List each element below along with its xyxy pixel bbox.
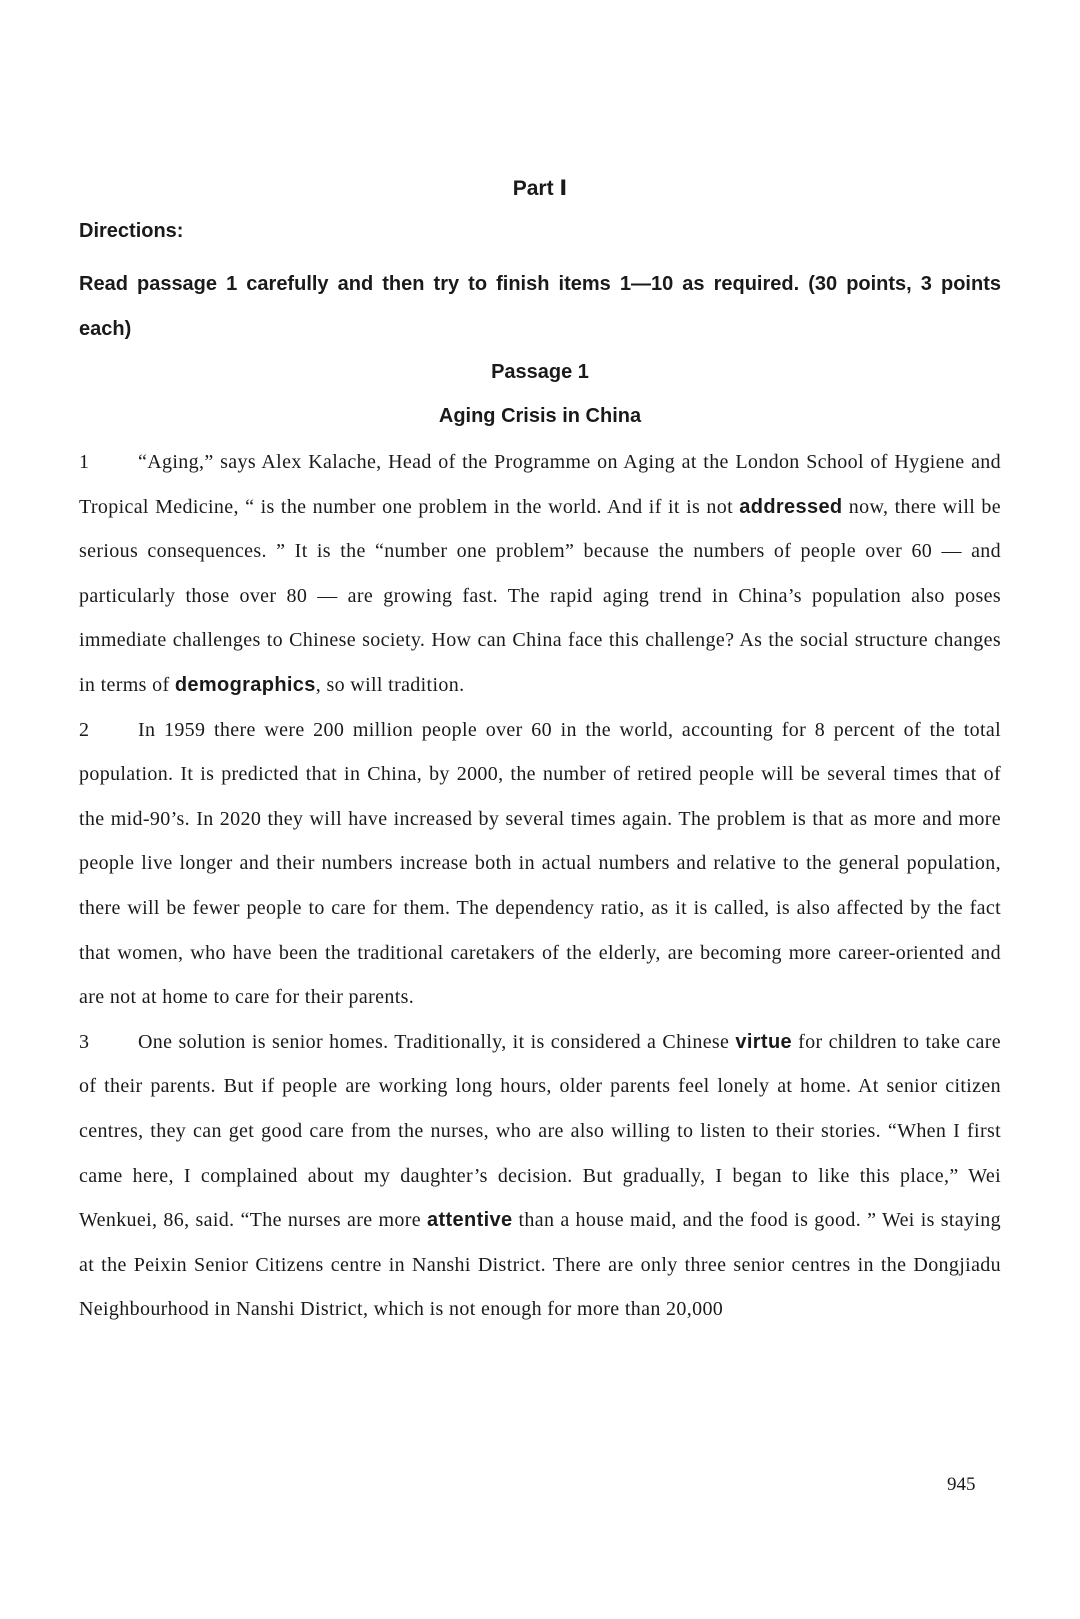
page-number: 945 — [947, 1474, 976, 1495]
paragraph-text: , so will tradition. — [315, 673, 465, 696]
directions-label: Directions: — [79, 220, 184, 242]
passage-title: Aging Crisis in China — [438, 405, 642, 427]
directions-instruction: Read passage 1 carefully and then try to finish items 1—10 as required. (30 points, 3 points each) — [79, 273, 1001, 340]
keyword-demographics: demographics — [174, 673, 316, 696]
paragraph-2 — [79, 708, 1001, 1020]
paragraph-1 — [79, 440, 1001, 708]
paragraph-text: than a house maid, and the food is good. ” Wei is staying at the Peixin Senior Citizens centre in Nanshi District. There are only three senior centres in the Dongjiadu Neighbourhood in Nanshi District, which is not enough for more than 20,000 — [79, 1209, 1001, 1321]
paragraph-3 — [79, 1020, 1001, 1332]
paragraph-number: 3 — [79, 1030, 90, 1053]
paragraph-text: now, there will be serious consequences. ” It is the “number one problem” because the numbers of people over 60 — and particularly those over 80 — are growing fast. The rapid aging trend in China’s population also poses immediate challenges to Chinese society. How can China face this challenge? As the social structure changes in terms of — [79, 495, 1001, 696]
paragraph-text: In 1959 there were 200 million people over 60 in the world, accounting for 8 percent of the total population. It is predicted that in China, by 2000, the number of retired people will be several times that of the mid-90’s. In 2020 they will have increased by several times again. The problem is that as more and more people live longer and their numbers increase both in actual numbers and relative to the general population, there will be fewer people to care for them. The dependency ratio, as it is called, is also affected by the fact that women, who have been the traditional caretakers of the elderly, are becoming more career-oriented and are not at home to care for their parents. — [79, 718, 1001, 1009]
part-title: Part Ⅰ — [512, 177, 568, 200]
paragraph-text: “Aging,” says Alex Kalache, Head of the Programme on Aging at the London School of Hygiene and Tropical Medicine, “ is the number one problem in the world. And if it is not — [79, 451, 1001, 518]
paragraph-text: for children to take care of their parents. But if people are working long hours, older parents feel lonely at home. At senior citizen centres, they can get good care from the nurses, who are also willing to listen to their stories. “When I first came here, I complained about my daughter’s decision. But gradually, I began to like this place,” Wei Wenkuei, 86, said. “The nurses are more — [79, 1030, 1001, 1232]
paragraph-number: 1 — [79, 451, 90, 473]
passage-label: Passage 1 — [491, 361, 589, 383]
paragraph-text: One solution is senior homes. Traditionally, it is considered a Chinese — [138, 1030, 736, 1053]
paragraph-number: 2 — [79, 718, 90, 741]
keyword-virtue: virtue — [735, 1030, 792, 1053]
passage-body — [79, 440, 1001, 1332]
keyword-addressed: addressed — [739, 495, 843, 518]
keyword-attentive: attentive — [427, 1209, 513, 1232]
